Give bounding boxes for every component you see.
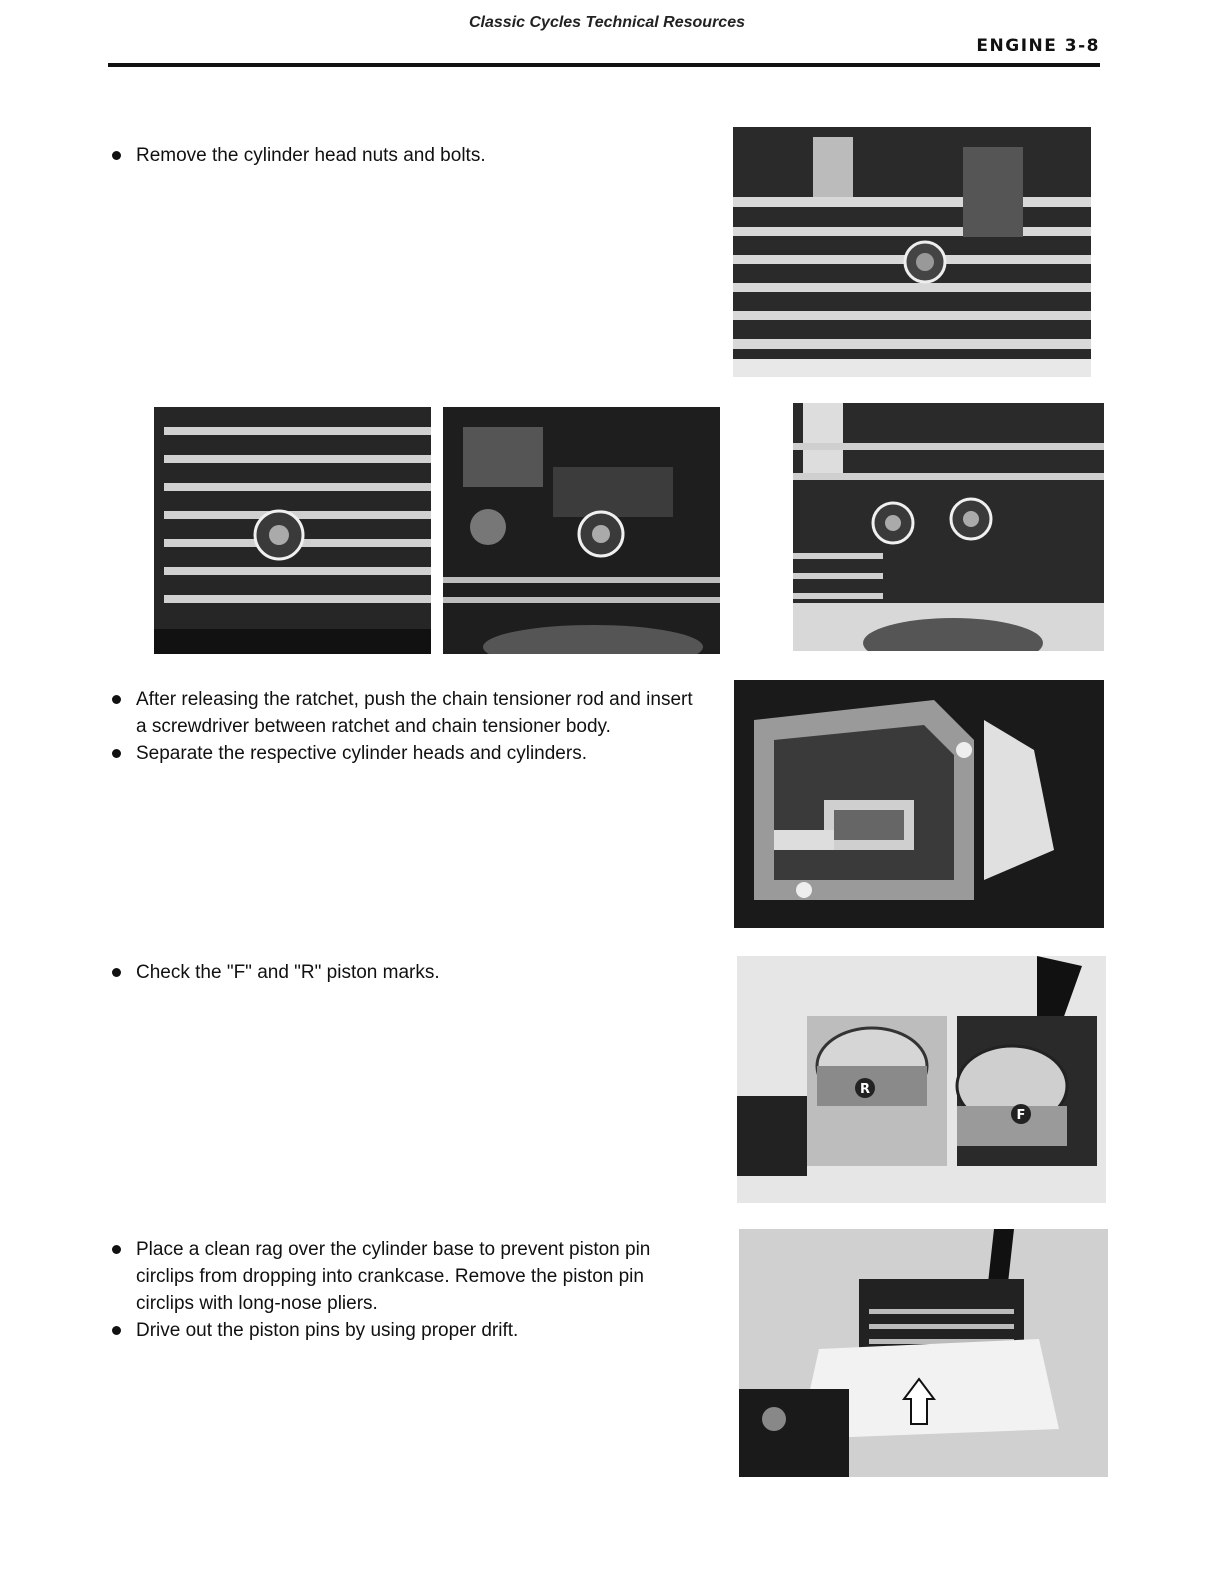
step-text: After releasing the ratchet, push the chain tensioner rod and insert a screwdriver between ratchet and chain tensioner body. bbox=[136, 689, 693, 737]
bullet-icon bbox=[112, 151, 121, 160]
list-item bbox=[110, 1236, 700, 1317]
photo-head-nut-left-side bbox=[154, 407, 431, 654]
header-rule bbox=[108, 63, 1100, 67]
section-header: ENGINE 3-8 bbox=[976, 36, 1100, 56]
step-text: Drive out the piston pins by using proper drift. bbox=[136, 1320, 519, 1341]
bullet-icon bbox=[112, 968, 121, 977]
bullet-icon bbox=[112, 1326, 121, 1335]
step-remove-head-nuts bbox=[110, 142, 700, 169]
photo-piston-marks bbox=[737, 956, 1106, 1203]
step-text: Remove the cylinder head nuts and bolts. bbox=[136, 145, 486, 166]
photo-head-nut-center bbox=[443, 407, 720, 654]
step-text: Check the "F" and "R" piston marks. bbox=[136, 962, 440, 983]
step-text: Separate the respective cylinder heads and cylinders. bbox=[136, 743, 587, 764]
bullet-icon bbox=[112, 749, 121, 758]
piston-mark-r: R bbox=[859, 1082, 871, 1097]
list-item bbox=[110, 142, 700, 169]
photo-cylinder-head-nut bbox=[733, 127, 1091, 377]
step-piston-pins bbox=[110, 1236, 700, 1344]
step-text: Place a clean rag over the cylinder base to prevent piston pin circlips from dropping into crankcase. Remove the piston pin circlips with long-nose pliers. bbox=[136, 1239, 651, 1314]
list-item bbox=[110, 1317, 700, 1344]
photo-chain-tensioner bbox=[734, 680, 1104, 928]
bullet-icon bbox=[112, 695, 121, 704]
step-piston-marks bbox=[110, 959, 700, 986]
photo-head-nuts-right bbox=[793, 403, 1104, 651]
list-item bbox=[110, 686, 700, 740]
list-item bbox=[110, 740, 700, 767]
piston-mark-f: F bbox=[1016, 1108, 1026, 1123]
photo-piston-circlips bbox=[739, 1229, 1108, 1477]
step-chain-tensioner bbox=[110, 686, 700, 767]
bullet-icon bbox=[112, 1245, 121, 1254]
site-title: Classic Cycles Technical Resources bbox=[469, 14, 745, 31]
list-item bbox=[110, 959, 700, 986]
